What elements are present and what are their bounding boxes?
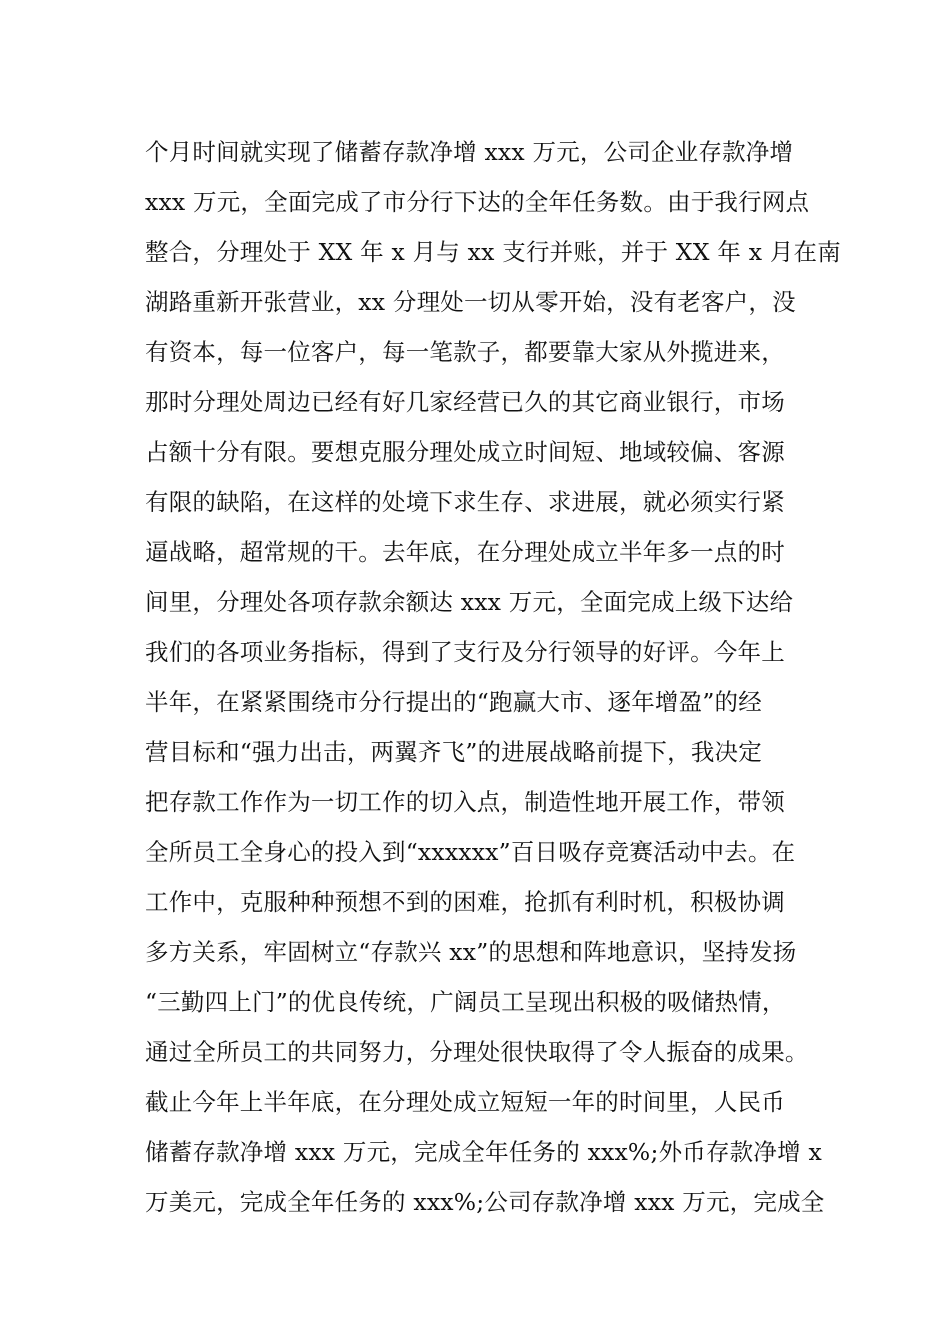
- text-line: 有资本，每一位客户，每一笔款子，都要靠大家从外揽进来，: [145, 338, 785, 366]
- text-line: 整合，分理处于 XX 年 x 月与 xx 支行并账，并于 XX 年 x 月在南: [145, 238, 841, 266]
- text-line: 那时分理处周边已经有好几家经营已久的其它商业银行，市场: [145, 388, 785, 416]
- text-line: 逼战略，超常规的干。去年底，在分理处成立半年多一点的时: [145, 538, 785, 566]
- text-line: xxx 万元，全面完成了市分行下达的全年任务数。由于我行网点: [145, 188, 810, 216]
- text-line: 有限的缺陷，在这样的处境下求生存、求进展，就必须实行紧: [145, 488, 785, 516]
- text-line: 营目标和“强力出击，两翼齐飞”的进展战略前提下，我决定: [145, 738, 762, 766]
- text-line: 占额十分有限。要想克服分理处成立时间短、地域较偏、客源: [145, 438, 785, 466]
- text-line: 工作中，克服种种预想不到的困难，抢抓有利时机，积极协调: [145, 888, 785, 916]
- text-line: 我们的各项业务指标，得到了支行及分行领导的好评。今年上: [145, 638, 785, 666]
- text-line: 储蓄存款净增 xxx 万元，完成全年任务的 xxx%;外币存款净增 x: [145, 1138, 822, 1166]
- text-line: “三勤四上门”的优良传统，广阔员工呈现出积极的吸储热情，: [145, 988, 786, 1016]
- body-paragraph: [145, 131, 845, 1231]
- text-line: 间里，分理处各项存款余额达 xxx 万元，全面完成上级下达给: [145, 588, 794, 616]
- text-line: 通过全所员工的共同努力，分理处很快取得了令人振奋的成果。: [145, 1038, 809, 1066]
- text-line: 全所员工全身心的投入到“xxxxxx”百日吸存竞赛活动中去。在: [145, 838, 796, 866]
- text-line: 个月时间就实现了储蓄存款净增 xxx 万元，公司企业存款净增: [145, 138, 794, 166]
- text-line: 把存款工作作为一切工作的切入点，制造性地开展工作，带领: [145, 788, 785, 816]
- text-line: 万美元，完成全年任务的 xxx%;公司存款净增 xxx 万元，完成全: [145, 1188, 825, 1216]
- text-line: 截止今年上半年底，在分理处成立短短一年的时间里，人民币: [145, 1088, 785, 1116]
- text-line: 多方关系，牢固树立“存款兴 xx”的思想和阵地意识，坚持发扬: [145, 938, 797, 966]
- text-line: 湖路重新开张营业，xx 分理处一切从零开始，没有老客户，没: [145, 288, 796, 316]
- text-line: 半年，在紧紧围绕市分行提出的“跑赢大市、逐年增盈”的经: [145, 688, 762, 716]
